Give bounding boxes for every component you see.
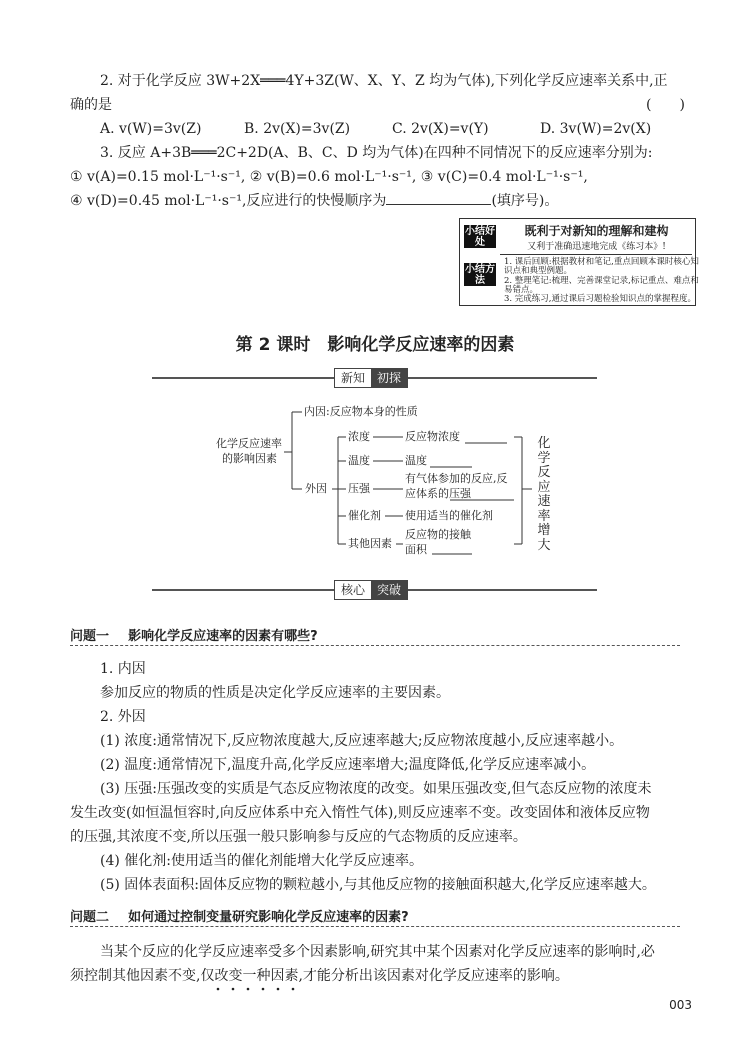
tip-tag-method: 小结方法 <box>465 264 495 286</box>
problem1-line: 发生改变(如恒温恒容时,向反应体系中充入惰性气体),则反应速率不变。改变固体和液体反应物 <box>70 805 650 821</box>
q2-line1: 2. 对于化学反应 3W+2X═══4Y+3Z(W、X、Y、Z 均为气体),下列化学反应速率关系中,正 <box>100 73 668 89</box>
q3-line3-end: (填序号)。 <box>491 193 559 209</box>
diagram-external-factor: 外因 <box>305 482 327 495</box>
tip-item: 3. 完成练习,通过课后习题检验知识点的掌握程度。 <box>504 294 697 304</box>
problem1-label: 问题一 <box>70 629 110 644</box>
tip-item: 易错点。 <box>504 285 539 295</box>
problem1-line: (1) 浓度:通常情况下,反应物浓度越大,反应速率越大;反应物浓度越小,反应速率越小。 <box>100 733 624 749</box>
banner-right-label: 突破 <box>371 581 407 599</box>
diagram-factor-pressure-desc2: 应体系的压强 <box>405 487 471 500</box>
diagram-factor-other: 其他因素 <box>348 537 392 550</box>
diagram-factor-catalyst-desc: 使用适当的催化剂 <box>405 509 493 522</box>
problem2-line2: 须控制其他因素不变,仅改变一种因素,才能分析出该因素对化学反应速率的影响。 <box>70 968 569 984</box>
diagram-factor-pressure: 压强 <box>348 482 370 495</box>
diagram-internal-factor: 内因:反应物本身的性质 <box>304 405 418 418</box>
diagram-factor-concentration-desc: 反应物浓度 <box>405 430 460 443</box>
q2-answer-blank: ( ) <box>646 97 685 113</box>
tip-tag-benefit: 小结好处 <box>465 226 495 248</box>
lesson-title: 第 2 课时 影响化学反应速率的因素 <box>235 335 515 355</box>
diagram-factor-concentration: 浓度 <box>348 430 370 443</box>
diagram-factor-temperature: 温度 <box>348 454 370 467</box>
q2-option-d: D. 3v(W)=2v(X) <box>540 121 652 137</box>
problem1-line: 参加反应的物质的性质是决定化学反应速率的主要因素。 <box>100 685 450 701</box>
diagram-factor-other-desc2: 面积 <box>405 543 427 556</box>
banner-left-label: 新知 <box>341 371 366 385</box>
banner-right-label: 初探 <box>371 369 407 387</box>
diagram-factor-other-desc1: 反应物的接触 <box>405 528 471 541</box>
q2-line2: 确的是 <box>70 97 112 113</box>
problem1-line: 的压强,其浓度不变,所以压强一般只影响参与反应的气态物质的反应速率。 <box>70 829 527 845</box>
problem1-line: (2) 温度:通常情况下,温度升高,化学反应速率增大;温度降低,化学反应速率减小。 <box>100 757 596 773</box>
problem1-question: 影响化学反应速率的因素有哪些? <box>128 629 318 644</box>
diagram-factor-catalyst: 催化剂 <box>348 509 381 522</box>
diagram-root-line1: 化学反应速率 <box>216 437 282 450</box>
problem1-line: (4) 催化剂:使用适当的催化剂能增大化学反应速率。 <box>100 853 423 869</box>
tip-subtitle: 又利于准确迅速地完成《练习本》! <box>527 242 666 252</box>
banner-left-label: 核心 <box>341 583 366 597</box>
q2-option-c: C. 2v(X)=v(Y) <box>392 121 489 137</box>
problem1-heading <box>70 625 680 646</box>
tip-item: 识点和典型例题。 <box>504 266 573 276</box>
problem1-line: 2. 外因 <box>100 709 146 725</box>
q2-option-b: B. 2v(X)=3v(Z) <box>244 121 351 137</box>
q3-line2: ① v(A)=0.15 mol·L⁻¹·s⁻¹, ② v(B)=0.6 mol·L⁻¹·s⁻¹, ③ v(C)=0.4 mol·L⁻¹·s⁻¹, <box>70 169 588 185</box>
banner-tab <box>334 580 408 600</box>
problem1-line: (5) 固体表面积:固体反应物的颗粒越小,与其他反应物的接触面积越大,化学反应速率越大。 <box>100 877 656 893</box>
emphasis-dots <box>200 986 310 992</box>
diagram-root-line2: 的影响因素 <box>222 452 277 465</box>
tip-item: 1. 课后回顾:根据教材和笔记,重点回顾本课时核心知 <box>504 257 699 267</box>
diagram-result-vertical: 化学反应速率增大 <box>537 436 551 553</box>
problem2-heading <box>70 906 680 927</box>
q3-line1: 3. 反应 A+3B═══2C+2D(A、B、C、D 均为气体)在四种不同情况下的反应速率分别为: <box>100 145 653 161</box>
problem1-line: 1. 内因 <box>100 661 146 677</box>
problem1-line: (3) 压强:压强改变的实质是气态反应物浓度的改变。如果压强改变,但气态反应物的浓度未 <box>100 781 652 797</box>
q2-option-a: A. v(W)=3v(Z) <box>100 121 202 137</box>
problem2-question: 如何通过控制变量研究影响化学反应速率的因素? <box>128 910 409 925</box>
tip-title: 既利于对新知的理解和建构 <box>524 224 669 238</box>
problem2-label: 问题二 <box>70 910 110 925</box>
diagram-factor-pressure-desc1: 有气体参加的反应,反 <box>405 472 508 485</box>
q3-line3-start: ④ v(D)=0.45 mol·L⁻¹·s⁻¹,反应进行的快慢顺序为 <box>70 193 387 209</box>
problem2-line1: 当某个反应的化学反应速率受多个因素影响,研究其中某个因素对化学反应速率的影响时,必 <box>100 944 655 960</box>
diagram-factor-temperature-desc: 温度 <box>405 454 427 467</box>
section-banner-core-breakthrough <box>152 580 597 600</box>
tip-item: 2. 整理笔记:梳理、完善课堂记录,标记重点、难点和 <box>504 276 699 286</box>
page-number: 003 <box>669 998 692 1012</box>
